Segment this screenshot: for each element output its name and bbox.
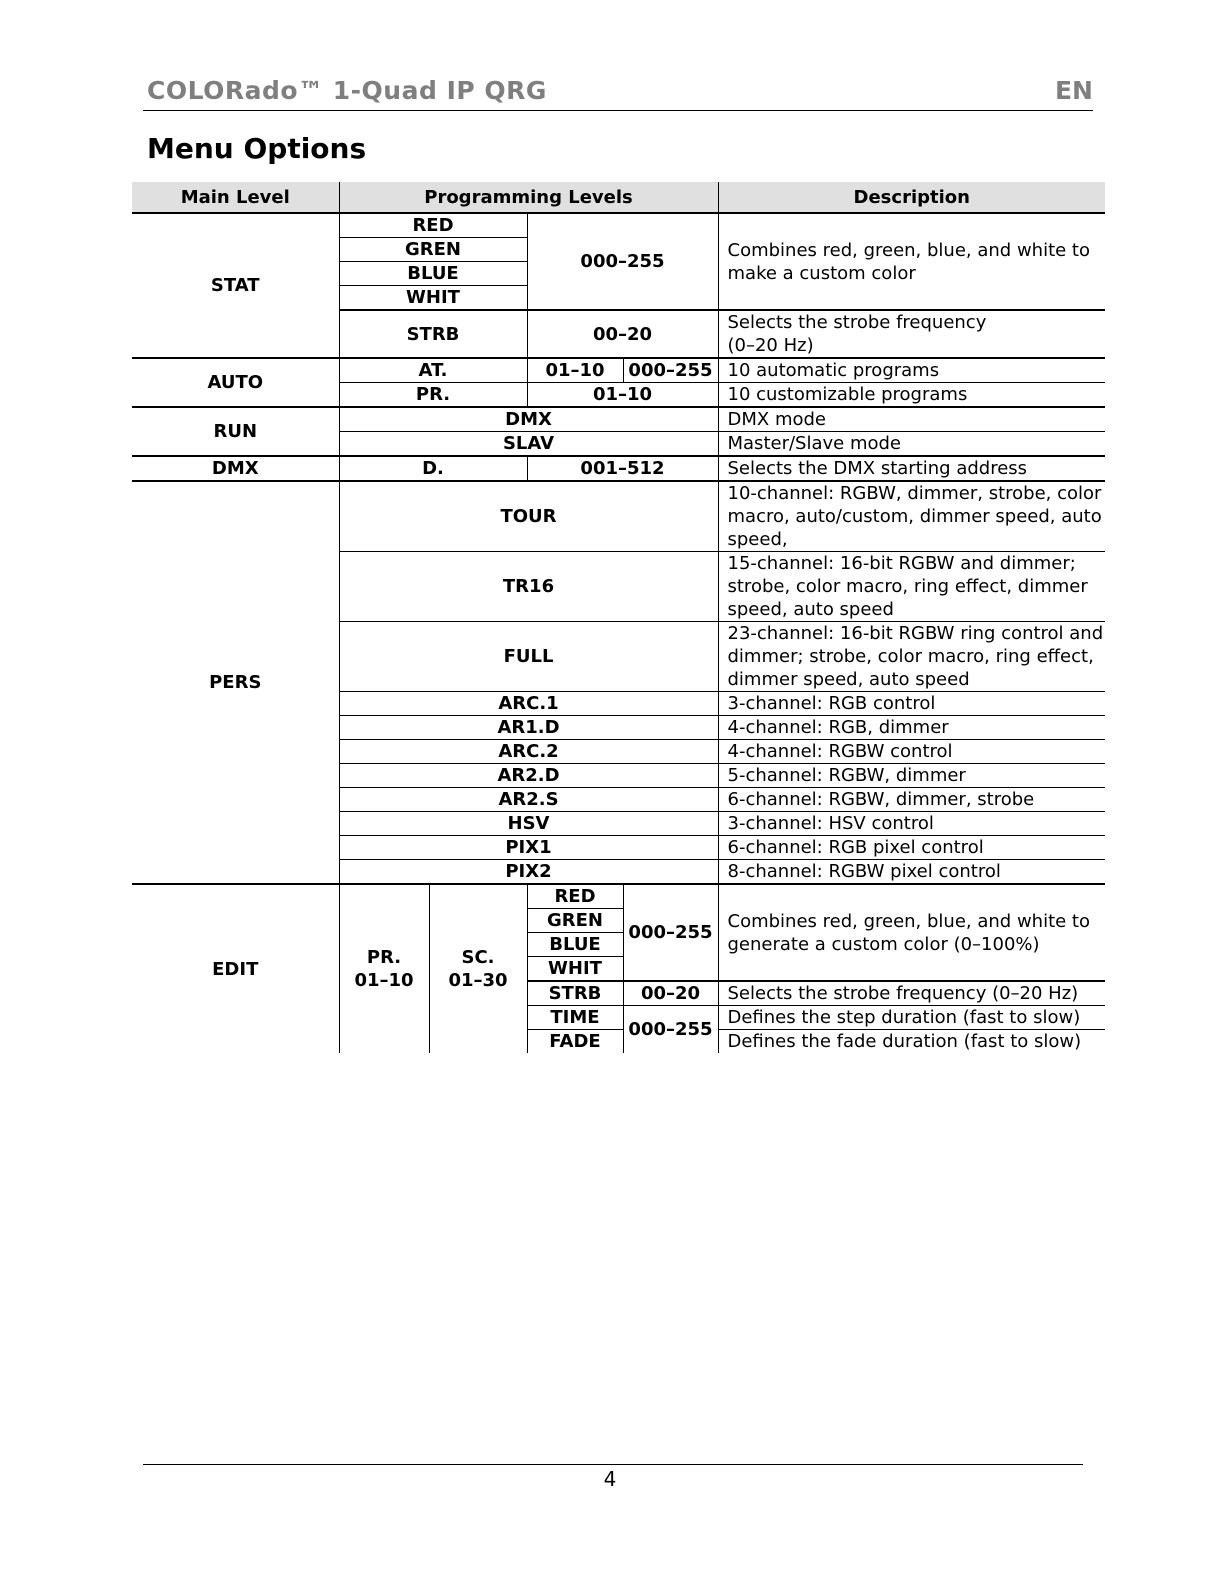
header-description: Description [718, 182, 1105, 213]
edit-scene [429, 884, 527, 1053]
edit-program-label: PR. [366, 947, 402, 968]
stat-color-blue: BLUE [339, 262, 527, 286]
edit-color-green: GREN [527, 909, 623, 933]
table-row [132, 884, 1105, 909]
edit-color-blue: BLUE [527, 933, 623, 957]
stat-strobe-description [718, 310, 1105, 358]
main-level-pers: PERS [132, 481, 339, 884]
table-row [132, 213, 1105, 238]
pers-mode-description: 10-channel: RGBW, dimmer, strobe, color macro, auto/custom, dimmer speed, auto speed, [718, 481, 1105, 552]
edit-fade: FADE [549, 1031, 601, 1052]
auto-pr-range: 01–10 [527, 383, 718, 408]
pers-mode-description: 23-channel: 16-bit RGBW ring control and dimmer; strobe, color macro, ring effect, dimmer speed, auto speed [718, 622, 1105, 692]
pers-mode: TOUR [339, 481, 718, 552]
footer-divider [143, 1464, 1083, 1465]
pers-mode-description: 15-channel: 16-bit RGBW and dimmer; strobe, color macro, ring effect, dimmer speed, auto speed [718, 552, 1105, 622]
section-title: Menu Options [147, 132, 367, 165]
edit-strobe-range: 00–20 [623, 981, 718, 1006]
pers-mode-description: 6-channel: RGBW, dimmer, strobe [718, 788, 1105, 812]
run-slave-description: Master/Slave mode [718, 432, 1105, 457]
pers-mode: AR2.S [339, 788, 718, 812]
stat-color-description: Combines red, green, blue, and white to make a custom color [718, 213, 1105, 310]
auto-at: AT. [339, 358, 527, 383]
table-header-row [132, 182, 1105, 213]
auto-pr-description: 10 customizable programs [718, 383, 1105, 408]
pers-mode: FULL [339, 622, 718, 692]
edit-strobe: STRB [527, 981, 623, 1006]
pers-mode: PIX1 [339, 836, 718, 860]
table-row [132, 481, 1105, 552]
pers-mode-description: 3-channel: RGB control [718, 692, 1105, 716]
dmx-description: Selects the DMX starting address [718, 456, 1105, 481]
edit-program [339, 884, 429, 1053]
auto-at-range-value: 000–255 [623, 358, 718, 383]
stat-strobe-description-line1: Selects the strobe frequency [727, 312, 987, 333]
auto-pr: PR. [415, 384, 451, 405]
edit-color-red: RED [527, 884, 623, 909]
main-level-auto: AUTO [132, 358, 339, 407]
stat-strobe-description-line2: (0–20 Hz) [727, 335, 814, 356]
table-row [132, 407, 1105, 432]
edit-time-description: Defines the step duration (fast to slow) [718, 1006, 1105, 1030]
pers-mode: AR2.D [339, 764, 718, 788]
main-level-edit: EDIT [132, 884, 339, 1053]
edit-color-range: 000–255 [623, 884, 718, 981]
header-main-level: Main Level [132, 182, 339, 213]
stat-strobe: STRB [339, 310, 527, 358]
dmx-address-range: 001–512 [527, 456, 718, 481]
pers-mode: AR1.D [339, 716, 718, 740]
pers-mode-description: 3-channel: HSV control [718, 812, 1105, 836]
document-title: COLORado™ 1-Quad IP QRG [147, 76, 547, 105]
edit-scene-label: SC. [461, 947, 495, 968]
edit-fade-range: 000–255 [623, 1006, 718, 1054]
auto-at-range-program: 01–10 [527, 358, 623, 383]
header-divider [143, 110, 1093, 111]
run-dmx-description: DMX mode [718, 407, 1105, 432]
pers-mode: PIX2 [505, 861, 552, 882]
main-level-run: RUN [132, 407, 339, 456]
run-dmx: DMX [339, 407, 718, 432]
pers-mode: ARC.1 [339, 692, 718, 716]
pers-mode-description: 4-channel: RGBW control [718, 740, 1105, 764]
dmx-d: D. [339, 456, 527, 481]
auto-at-description: 10 automatic programs [718, 358, 1105, 383]
main-level-dmx: DMX [132, 456, 339, 481]
edit-program-range: 01–10 [354, 970, 414, 991]
pers-mode: ARC.2 [339, 740, 718, 764]
stat-color-range: 000–255 [527, 213, 718, 310]
table-row [132, 358, 1105, 383]
edit-color-description: Combines red, green, blue, and white to generate a custom color (0–100%) [718, 884, 1105, 981]
pers-mode-description: 8-channel: RGBW pixel control [718, 860, 1105, 885]
pers-mode-description: 4-channel: RGB, dimmer [718, 716, 1105, 740]
pers-mode-description: 5-channel: RGBW, dimmer [718, 764, 1105, 788]
edit-scene-range: 01–30 [448, 970, 508, 991]
stat-color-white: WHIT [406, 287, 460, 308]
menu-options-table [132, 182, 1105, 1053]
edit-fade-description: Defines the fade duration (fast to slow) [718, 1030, 1105, 1054]
main-level-stat: STAT [132, 213, 339, 358]
edit-color-white: WHIT [548, 958, 602, 979]
stat-color-green: GREN [339, 238, 527, 262]
language-code: EN [1054, 76, 1093, 105]
pers-mode: TR16 [339, 552, 718, 622]
page-number: 4 [603, 1467, 617, 1491]
edit-time: TIME [527, 1006, 623, 1030]
stat-color-red: RED [339, 213, 527, 238]
run-slave: SLAV [502, 433, 555, 454]
header-programming-levels: Programming Levels [339, 182, 718, 213]
pers-mode: HSV [339, 812, 718, 836]
stat-strobe-range: 00–20 [527, 310, 718, 358]
edit-strobe-description: Selects the strobe frequency (0–20 Hz) [718, 981, 1105, 1006]
pers-mode-description: 6-channel: RGB pixel control [718, 836, 1105, 860]
table-row [132, 456, 1105, 481]
